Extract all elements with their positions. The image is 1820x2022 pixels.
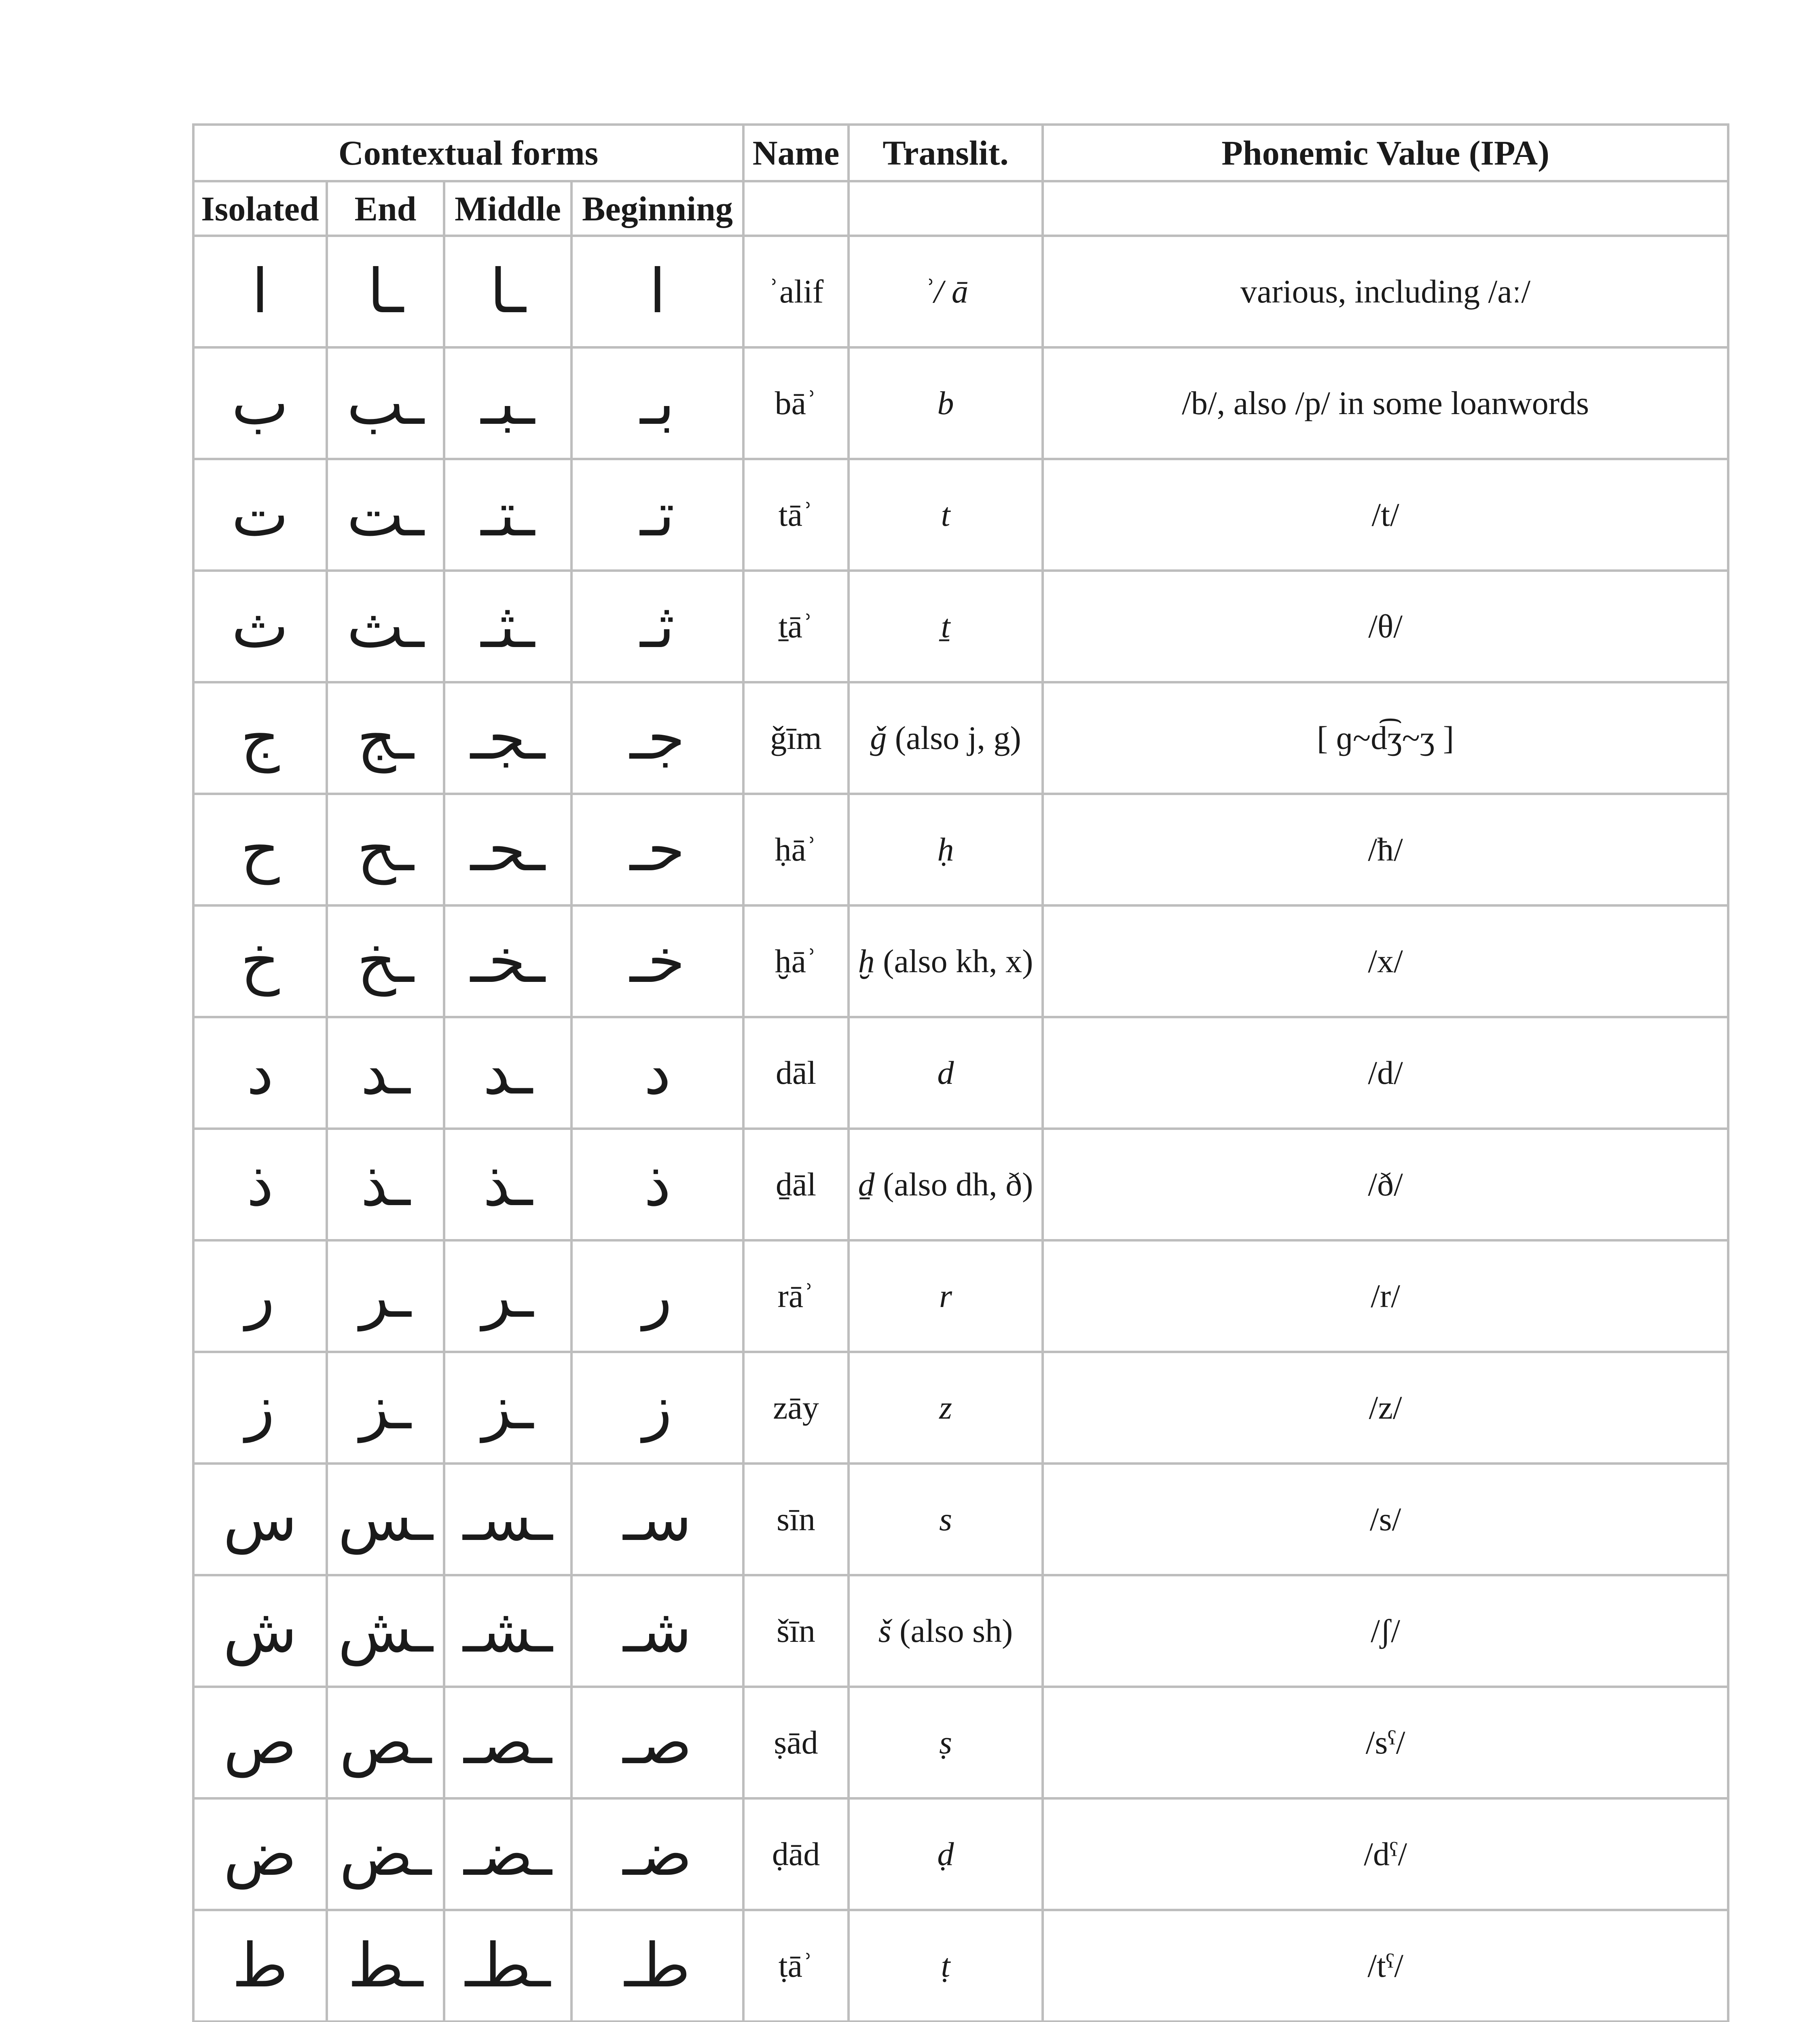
phonemic-value: /b/, also /p/ in some loanwords <box>1043 347 1728 459</box>
table-row <box>193 236 1728 347</box>
transliteration <box>849 347 1043 459</box>
beginning-form: ا <box>571 236 743 347</box>
table-row <box>193 1575 1728 1687</box>
middle-form: ـا <box>444 236 571 347</box>
transliteration-main: ḥ <box>937 831 954 868</box>
transliteration-main: ḫ <box>858 942 875 979</box>
table-row <box>193 1129 1728 1240</box>
beginning-form: ذ <box>571 1129 743 1240</box>
phonemic-value: /z/ <box>1043 1352 1728 1464</box>
table-row <box>193 1240 1728 1352</box>
beginning-form: جـ <box>571 682 743 794</box>
table-row <box>193 1017 1728 1129</box>
phonemic-value: /sˤ/ <box>1043 1687 1728 1798</box>
transliteration <box>849 1575 1043 1687</box>
middle-form: ـذ <box>444 1129 571 1240</box>
header-row-main <box>193 125 1728 181</box>
letter-name: ṭāʾ <box>743 1910 849 2022</box>
transliteration-main: ṯ <box>941 607 950 645</box>
transliteration-main: b <box>937 384 954 421</box>
middle-form: ـصـ <box>444 1687 571 1798</box>
phonemic-value: /θ/ <box>1043 571 1728 682</box>
isolated-form: ح <box>193 794 327 905</box>
middle-form: ـضـ <box>444 1798 571 1910</box>
isolated-form: خ <box>193 905 327 1017</box>
end-form: ـد <box>327 1017 444 1129</box>
header-row-forms <box>193 181 1728 236</box>
letter-name: ḏāl <box>743 1129 849 1240</box>
transliteration <box>849 1910 1043 2022</box>
transliteration <box>849 1240 1043 1352</box>
header-translit: Translit. <box>849 125 1043 181</box>
letter-name: sīn <box>743 1464 849 1575</box>
transliteration-main: d <box>937 1054 954 1091</box>
phonemic-value: /d/ <box>1043 1017 1728 1129</box>
transliteration-main: ṭ <box>941 1947 950 1984</box>
letter-name: ṣād <box>743 1687 849 1798</box>
transliteration-main: t <box>941 496 950 533</box>
header-empty-translit <box>849 181 1043 236</box>
transliteration-main: ḍ <box>937 1835 954 1872</box>
table-row <box>193 1352 1728 1464</box>
header-empty-name <box>743 181 849 236</box>
letter-name: tāʾ <box>743 459 849 571</box>
transliteration <box>849 236 1043 347</box>
letter-name: ṯāʾ <box>743 571 849 682</box>
transliteration <box>849 794 1043 905</box>
end-form: ـح <box>327 794 444 905</box>
transliteration <box>849 905 1043 1017</box>
letter-name: zāy <box>743 1352 849 1464</box>
table-row <box>193 1910 1728 2022</box>
table-row <box>193 682 1728 794</box>
header-end: End <box>327 181 444 236</box>
isolated-form: ط <box>193 1910 327 2022</box>
transliteration <box>849 682 1043 794</box>
transliteration <box>849 1129 1043 1240</box>
transliteration-alternatives: (also kh, x) <box>883 942 1033 979</box>
middle-form: ـر <box>444 1240 571 1352</box>
isolated-form: ز <box>193 1352 327 1464</box>
phonemic-value: /dˤ/ <box>1043 1798 1728 1910</box>
transliteration <box>849 459 1043 571</box>
letter-rows <box>193 236 1728 2022</box>
phonemic-value: /ħ/ <box>1043 794 1728 905</box>
letter-name: ḫāʾ <box>743 905 849 1017</box>
phonemic-value: /x/ <box>1043 905 1728 1017</box>
beginning-form: د <box>571 1017 743 1129</box>
transliteration <box>849 1798 1043 1910</box>
beginning-form: حـ <box>571 794 743 905</box>
end-form: ـض <box>327 1798 444 1910</box>
letter-name: ʾalif <box>743 236 849 347</box>
end-form: ـر <box>327 1240 444 1352</box>
end-form: ـس <box>327 1464 444 1575</box>
end-form: ـخ <box>327 905 444 1017</box>
transliteration <box>849 1017 1043 1129</box>
phonemic-value: /s/ <box>1043 1464 1728 1575</box>
transliteration <box>849 571 1043 682</box>
end-form: ـص <box>327 1687 444 1798</box>
middle-form: ـبـ <box>444 347 571 459</box>
phonemic-value: /ð/ <box>1043 1129 1728 1240</box>
table-row <box>193 347 1728 459</box>
letter-name: ǧīm <box>743 682 849 794</box>
transliteration-main: z <box>939 1389 952 1426</box>
beginning-form: صـ <box>571 1687 743 1798</box>
transliteration-main: r <box>939 1277 952 1314</box>
isolated-form: ت <box>193 459 327 571</box>
transliteration-alternatives: (also j, g) <box>895 719 1021 756</box>
table-row <box>193 571 1728 682</box>
beginning-form: ضـ <box>571 1798 743 1910</box>
phonemic-value: various, including /aː/ <box>1043 236 1728 347</box>
middle-form: ـسـ <box>444 1464 571 1575</box>
transliteration <box>849 1464 1043 1575</box>
table-row <box>193 1464 1728 1575</box>
end-form: ـش <box>327 1575 444 1687</box>
header-contextual-forms: Contextual forms <box>193 125 743 181</box>
transliteration-main: ʾ/ ā <box>923 273 968 310</box>
letter-name: ḍād <box>743 1798 849 1910</box>
beginning-form: طـ <box>571 1910 743 2022</box>
isolated-form: ض <box>193 1798 327 1910</box>
middle-form: ـتـ <box>444 459 571 571</box>
end-form: ـث <box>327 571 444 682</box>
letter-name: ḥāʾ <box>743 794 849 905</box>
header-name: Name <box>743 125 849 181</box>
transliteration-main: ḏ <box>858 1165 875 1203</box>
beginning-form: خـ <box>571 905 743 1017</box>
header-middle: Middle <box>444 181 571 236</box>
beginning-form: سـ <box>571 1464 743 1575</box>
beginning-form: ز <box>571 1352 743 1464</box>
isolated-form: ش <box>193 1575 327 1687</box>
table-row <box>193 794 1728 905</box>
table-row <box>193 1798 1728 1910</box>
end-form: ـت <box>327 459 444 571</box>
end-form: ـط <box>327 1910 444 2022</box>
isolated-form: ر <box>193 1240 327 1352</box>
letter-name: bāʾ <box>743 347 849 459</box>
isolated-form: ج <box>193 682 327 794</box>
middle-form: ـثـ <box>444 571 571 682</box>
arabic-alphabet-table <box>192 123 1729 2022</box>
middle-form: ـد <box>444 1017 571 1129</box>
phonemic-value: /t/ <box>1043 459 1728 571</box>
end-form: ـج <box>327 682 444 794</box>
transliteration-main: ǧ <box>870 719 887 756</box>
beginning-form: شـ <box>571 1575 743 1687</box>
header-empty-ipa <box>1043 181 1728 236</box>
beginning-form: ثـ <box>571 571 743 682</box>
beginning-form: تـ <box>571 459 743 571</box>
middle-form: ـشـ <box>444 1575 571 1687</box>
middle-form: ـخـ <box>444 905 571 1017</box>
isolated-form: ب <box>193 347 327 459</box>
beginning-form: ر <box>571 1240 743 1352</box>
isolated-form: س <box>193 1464 327 1575</box>
middle-form: ـحـ <box>444 794 571 905</box>
phonemic-value: /r/ <box>1043 1240 1728 1352</box>
letter-name: šīn <box>743 1575 849 1687</box>
middle-form: ـطـ <box>444 1910 571 2022</box>
phonemic-value: [ ɡ~d͡ʒ~ʒ ] <box>1043 682 1728 794</box>
middle-form: ـجـ <box>444 682 571 794</box>
beginning-form: بـ <box>571 347 743 459</box>
letter-name: dāl <box>743 1017 849 1129</box>
transliteration-alternatives: (also sh) <box>899 1612 1013 1649</box>
table-row <box>193 459 1728 571</box>
transliteration-main: s <box>939 1500 952 1538</box>
transliteration-main: ṣ <box>939 1724 952 1761</box>
phonemic-value: /ʃ/ <box>1043 1575 1728 1687</box>
header-beginning: Beginning <box>571 181 743 236</box>
letter-name: rāʾ <box>743 1240 849 1352</box>
header-isolated: Isolated <box>193 181 327 236</box>
phonemic-value: /tˤ/ <box>1043 1910 1728 2022</box>
end-form: ـز <box>327 1352 444 1464</box>
transliteration-alternatives: (also dh, ð) <box>883 1165 1033 1203</box>
isolated-form: ص <box>193 1687 327 1798</box>
transliteration <box>849 1687 1043 1798</box>
table-row <box>193 1687 1728 1798</box>
header-phonemic-value: Phonemic Value (IPA) <box>1043 125 1728 181</box>
transliteration <box>849 1352 1043 1464</box>
isolated-form: ذ <box>193 1129 327 1240</box>
end-form: ـا <box>327 236 444 347</box>
middle-form: ـز <box>444 1352 571 1464</box>
table-row <box>193 905 1728 1017</box>
isolated-form: د <box>193 1017 327 1129</box>
end-form: ـذ <box>327 1129 444 1240</box>
isolated-form: ا <box>193 236 327 347</box>
isolated-form: ث <box>193 571 327 682</box>
transliteration-main: š <box>878 1612 891 1649</box>
end-form: ـب <box>327 347 444 459</box>
